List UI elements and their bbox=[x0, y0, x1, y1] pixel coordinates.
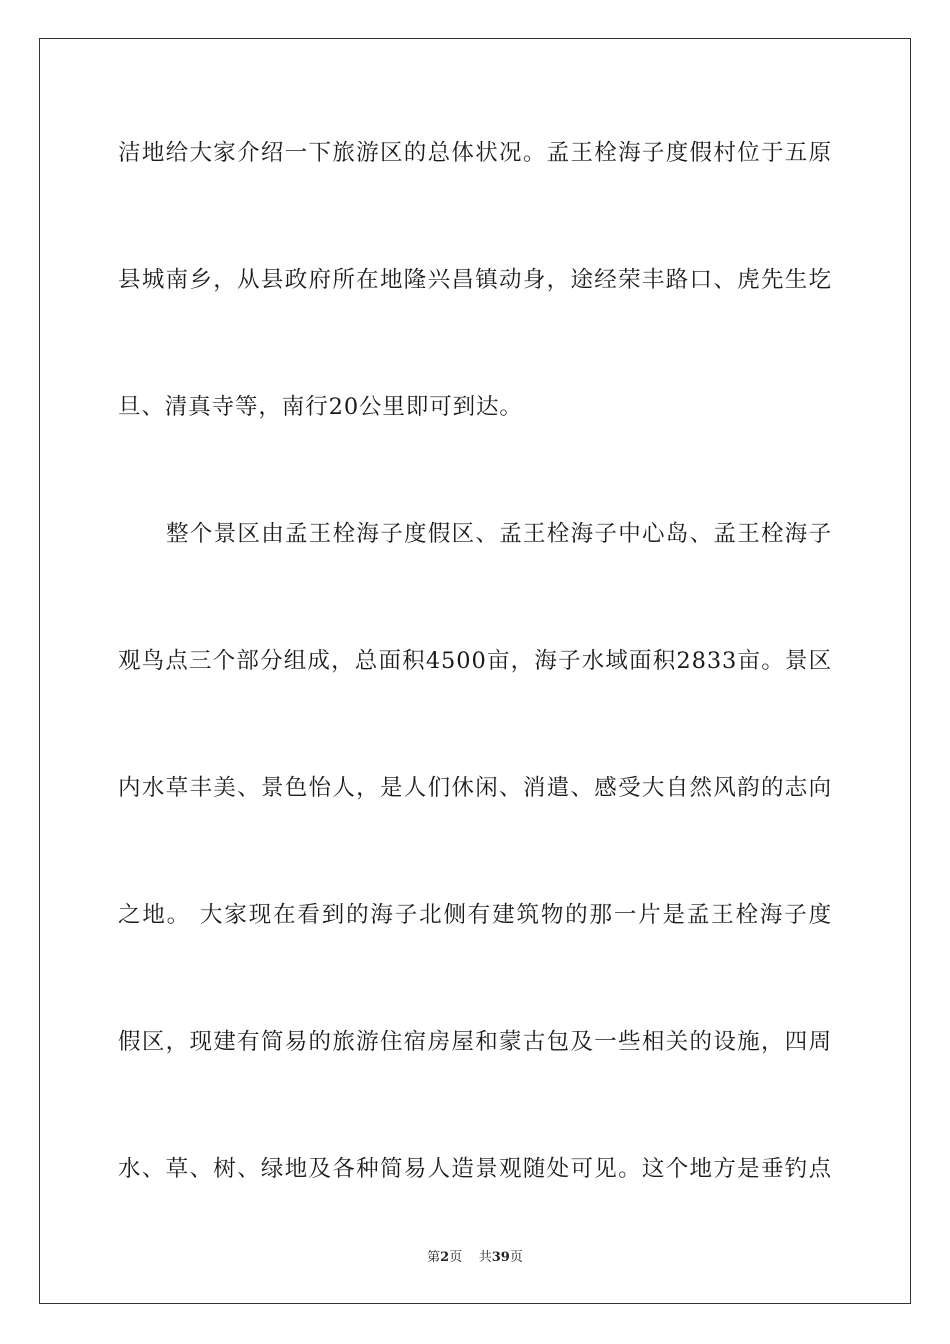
text-line-1: 洁地给大家介绍一下旅游区的总体状况。孟王栓海子度假村位于五原 bbox=[118, 140, 832, 166]
total-pages: 39 bbox=[491, 1250, 510, 1265]
text-line-5: 观鸟点三个部分组成，总面积4500亩，海子水域面积2833亩。景区 bbox=[118, 648, 832, 674]
text-line-3: 旦、清真寺等，南行20公里即可到达。 bbox=[118, 394, 523, 420]
page-number: 2 bbox=[440, 1250, 450, 1265]
page-prefix: 第 bbox=[427, 1250, 441, 1265]
total-prefix: 共 bbox=[478, 1250, 492, 1265]
text-line-8: 假区，现建有简易的旅游住宿房屋和蒙古包及一些相关的设施，四周 bbox=[118, 1029, 832, 1055]
page-suffix: 页 bbox=[449, 1250, 463, 1265]
text-line-9: 水、草、树、绿地及各种简易人造景观随处可见。这个地方是垂钓点 bbox=[118, 1156, 832, 1182]
page-footer bbox=[0, 1246, 950, 1265]
text-line-6: 内水草丰美、景色怡人，是人们休闲、消遣、感受大自然风韵的志向 bbox=[118, 775, 832, 801]
text-line-2: 县城南乡，从县政府所在地隆兴昌镇动身，途经荣丰路口、虎先生圪 bbox=[118, 267, 832, 293]
total-suffix: 页 bbox=[509, 1250, 523, 1265]
text-line-7: 之地。 大家现在看到的海子北侧有建筑物的那一片是孟王栓海子度 bbox=[118, 902, 832, 928]
body-text bbox=[118, 130, 832, 1273]
text-line-4: 整个景区由孟王栓海子度假区、孟王栓海子中心岛、孟王栓海子 bbox=[166, 521, 832, 547]
